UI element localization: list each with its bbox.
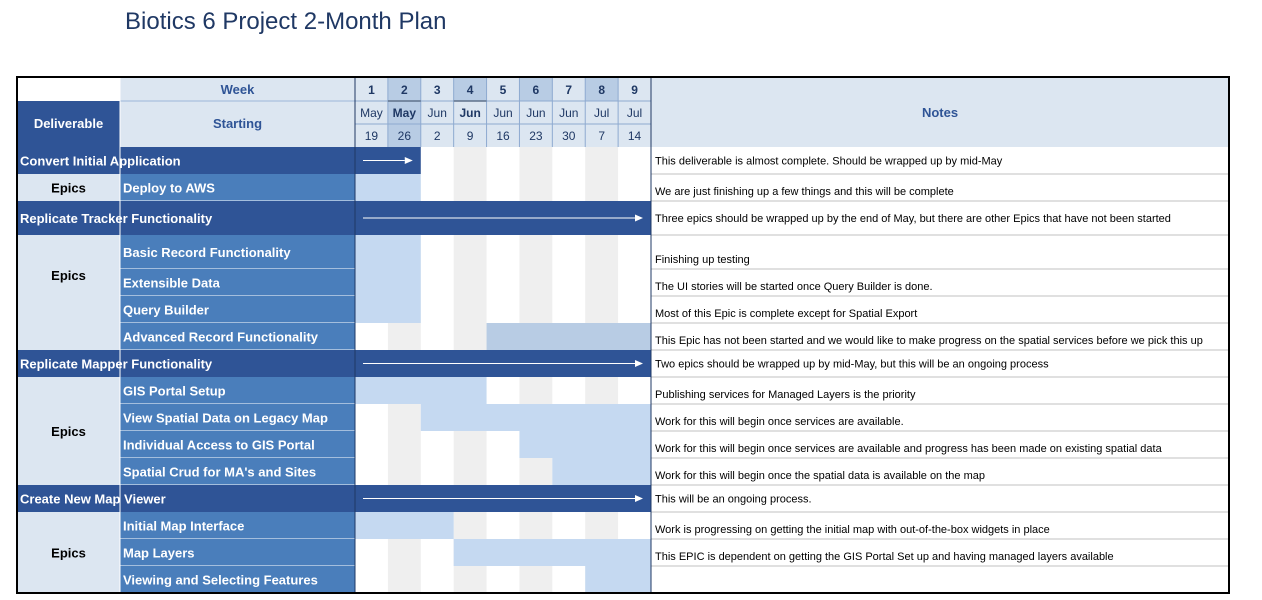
week-month: May [392, 106, 417, 120]
week-day: 19 [364, 129, 379, 143]
week-day: 9 [466, 129, 474, 143]
week-day: 7 [598, 129, 606, 143]
epic-note: This EPIC is dependent on getting the GIS Portal Set up and having managed layers available [655, 551, 1114, 563]
epic-note: The UI stories will be started once Query Builder is done. [655, 281, 933, 293]
week-number: 1 [368, 83, 375, 97]
deliverable-note: This deliverable is almost complete. Should be wrapped up by mid-May [655, 155, 1003, 168]
epics-label: Epics [51, 268, 86, 283]
epic-name: GIS Portal Setup [123, 383, 226, 399]
epic-name: Advanced Record Functionality [123, 329, 319, 345]
week-month: Jun [427, 106, 447, 120]
epic-note: This Epic has not been started and we would like to make progress on the spatial services before we pick this up [655, 335, 1203, 347]
deliverable-name: Create New Map Viewer [20, 491, 166, 507]
week-month: Jul [593, 106, 610, 120]
epic-name: Deploy to AWS [123, 180, 215, 196]
epic-bar [355, 235, 421, 269]
week-number: 3 [433, 83, 441, 97]
page-title: Biotics 6 Project 2-Month Plan [125, 8, 447, 35]
notes-header: Notes [921, 105, 959, 120]
epic-bar [355, 269, 421, 296]
epic-note: Most of this Epic is complete except for Spatial Export [655, 308, 918, 320]
epic-note: We are just finishing up a few things and this will be complete [655, 186, 954, 198]
epics-label: Epics [51, 180, 86, 196]
epic-bar [454, 539, 651, 566]
corner-cell [17, 77, 120, 101]
epic-name: View Spatial Data on Legacy Map [123, 410, 328, 426]
epic-name: Extensible Data [123, 275, 220, 291]
week-number: 2 [400, 83, 408, 97]
week-day: 2 [433, 129, 441, 143]
week-day: 23 [529, 129, 543, 143]
week-month: Jul [626, 106, 643, 120]
epic-bar [355, 174, 421, 201]
epic-bar [355, 377, 487, 404]
epics-label-cell [17, 235, 120, 350]
epic-name: Spatial Crud for MA's and Sites [123, 464, 317, 480]
epic-name: Individual Access to GIS Portal [123, 437, 315, 453]
epic-name: Basic Record Functionality [123, 245, 291, 260]
week-day: 16 [496, 129, 510, 143]
deliverable-header: Deliverable [33, 116, 104, 131]
starting-header: Starting [212, 116, 263, 131]
epic-bar [552, 458, 651, 485]
week-number: 6 [532, 83, 540, 97]
week-month: Jun [526, 106, 546, 120]
week-number: 5 [499, 83, 507, 97]
week-month: May [360, 106, 383, 120]
epic-note: Finishing up testing [655, 254, 750, 266]
epic-name: Map Layers [123, 545, 195, 561]
epic-bar [355, 296, 421, 323]
epic-bar [487, 323, 651, 350]
epic-name: Initial Map Interface [123, 518, 245, 534]
epic-note: Work for this will begin once the spatial data is available on the map [655, 470, 985, 482]
week-month: Jun [559, 106, 579, 120]
week-number: 8 [598, 83, 606, 97]
epics-label: Epics [51, 424, 86, 439]
deliverable-name: Replicate Tracker Functionality [20, 211, 213, 226]
epic-note: Work is progressing on getting the initial map with out-of-the-box widgets in place [655, 524, 1050, 536]
week-number: 4 [466, 83, 474, 97]
week-header: Week [220, 82, 255, 97]
epic-bar [585, 566, 651, 593]
epic-bar [519, 431, 651, 458]
week-number: 9 [631, 83, 638, 97]
epic-note: Work for this will begin once services are available. [655, 416, 904, 428]
epic-note: Work for this will begin once services are available and progress has been made on existing spatial data [655, 443, 1162, 455]
week-day: 14 [627, 129, 642, 143]
epics-label: Epics [51, 545, 86, 561]
epic-name: Query Builder [123, 302, 209, 318]
week-day: 30 [562, 129, 576, 143]
deliverable-note: Three epics should be wrapped up by the end of May, but there are other Epics that have not been started [655, 213, 1171, 225]
week-month: Jun [493, 106, 513, 120]
epic-name: Viewing and Selecting Features [123, 572, 318, 588]
deliverable-note: This will be an ongoing process. [655, 493, 812, 506]
week-month: Jun [459, 106, 481, 120]
epic-bar [355, 512, 454, 539]
deliverable-name: Replicate Mapper Functionality [20, 356, 213, 372]
epic-bar [421, 404, 651, 431]
deliverable-name: Convert Initial Application [20, 153, 181, 169]
epic-note: Publishing services for Managed Layers is the priority [655, 389, 916, 401]
week-number: 7 [565, 83, 573, 97]
deliverable-note: Two epics should be wrapped up by mid-May, but this will be an ongoing process [655, 358, 1049, 371]
week-day: 26 [397, 129, 412, 143]
